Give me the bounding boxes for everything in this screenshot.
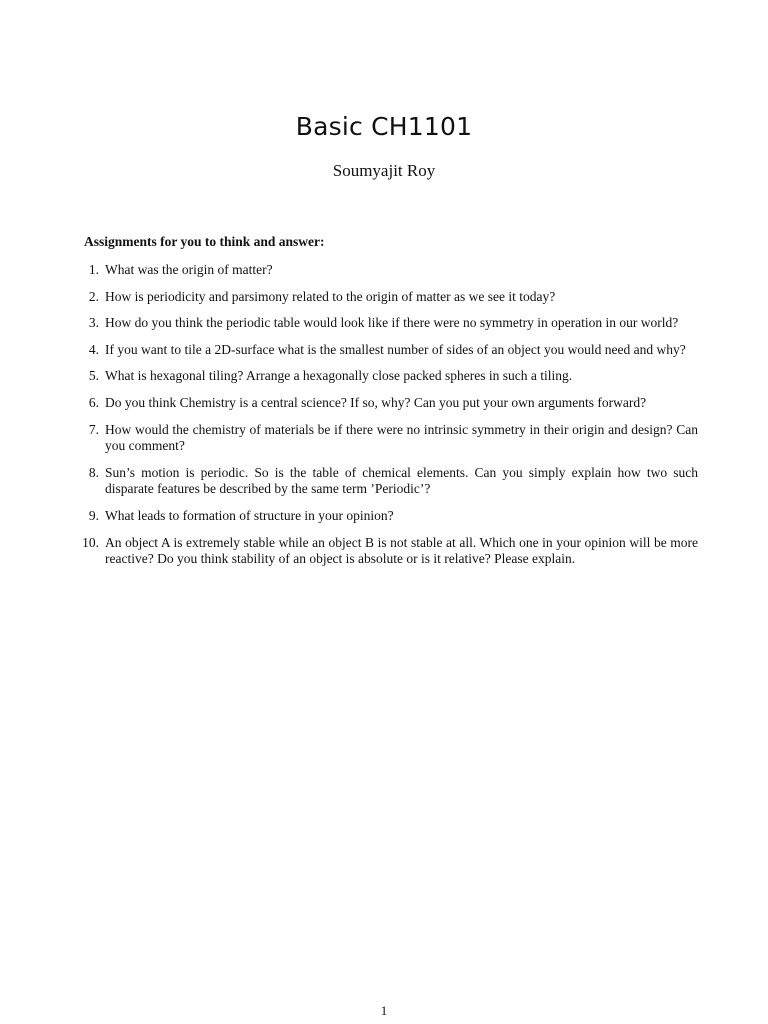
- question-text: If you want to tile a 2D-surface what is the smallest number of sides of an object you would need and why?: [105, 341, 686, 357]
- question-item: [84, 465, 698, 498]
- question-item: [84, 395, 698, 412]
- question-text: An object A is extremely stable while an object B is not stable at all. Which one in your opinion will be more reactive? Do you think stability of an object is absolute or is it relative? Please explain.: [105, 534, 698, 567]
- question-text: What was the origin of matter?: [105, 262, 273, 277]
- question-number: 2.: [88, 288, 99, 304]
- question-text: What leads to formation of structure in your opinion?: [105, 507, 394, 523]
- page-number: 1: [380, 1003, 388, 1018]
- document-author: Soumyajit Roy: [332, 161, 436, 180]
- section-heading: Assignments for you to think and answer:: [84, 234, 325, 249]
- question-number: 7.: [88, 421, 99, 437]
- question-item: [84, 342, 698, 359]
- question-item: [84, 422, 698, 455]
- question-item: [84, 289, 698, 306]
- question-text: How is periodicity and parsimony related to the origin of matter as we see it today?: [105, 288, 556, 304]
- question-text: How would the chemistry of materials be if there were no intrinsic symmetry in their origin and design? Can you comment?: [105, 421, 698, 454]
- question-number: 1.: [88, 262, 99, 277]
- question-item: [84, 262, 698, 279]
- question-number: 10.: [82, 534, 99, 550]
- question-text: What is hexagonal tiling? Arrange a hexagonally close packed spheres in such a tiling.: [105, 368, 573, 384]
- question-number: 6.: [88, 394, 99, 410]
- question-text: Do you think Chemistry is a central science? If so, why? Can you put your own arguments forward?: [105, 394, 647, 410]
- question-list: [84, 262, 698, 578]
- question-number: 3.: [88, 315, 99, 331]
- question-text: Sun’s motion is periodic. So is the table of chemical elements. Can you simply explain how two such disparate features be described by the same term ’Periodic’?: [105, 464, 698, 497]
- question-number: 5.: [88, 368, 99, 384]
- question-item: [84, 535, 698, 568]
- question-number: 8.: [88, 464, 99, 480]
- question-number: 9.: [88, 507, 99, 523]
- document-title: Basic CH1101: [295, 112, 473, 141]
- question-text: How do you think the periodic table would look like if there were no symmetry in operation in our world?: [105, 315, 679, 331]
- question-item: [84, 368, 698, 385]
- question-item: [84, 508, 698, 525]
- question-item: [84, 315, 698, 332]
- question-number: 4.: [88, 341, 99, 357]
